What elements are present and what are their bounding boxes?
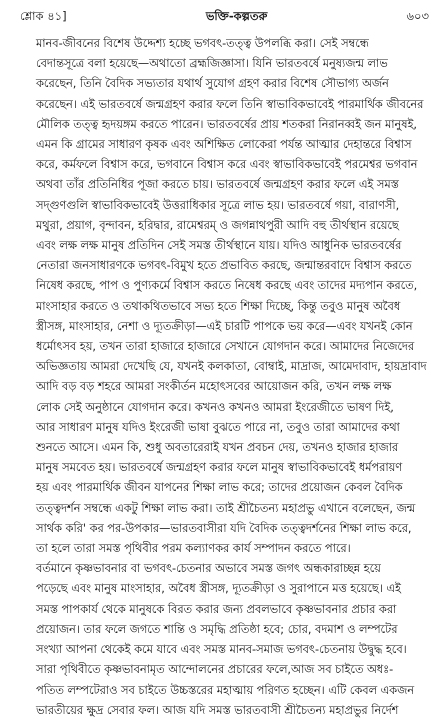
text-line: মানব-জীবনের বিশেষ উদ্দেশ্য হচ্ছে ভগবৎ-তত্ত্ব উপলব্ধি করা। সেই সম্বন্ধে [36, 37, 369, 50]
text-line: এবং লক্ষ লক্ষ মানুষ প্রতিদিন সেই সমস্ত তীর্থস্থানে যায়। যদিও আধুনিক ভারতবর্ষের [36, 239, 402, 253]
text-line: নেতারা জনসাধারণকে ভগবৎ-বিমুখ হতে প্রভাবিত করছে, জন্মান্তরবাদে বিশ্বাস করতে [36, 259, 412, 273]
text-line: পড়েছে এবং মানুষ মাংসাহার, অবৈধ স্ত্রীসঙ্গ, দ্যূতক্রীড়া ও সুরাপানে মত্ত হয়েছে। এই [36, 582, 401, 596]
text-line: ভারতীয়ের ক্ষুদ্র সেবার ফল। আজ যদি সমস্ত ভারতবাসী শ্রীচৈতন্য মহাপ্রভুর নির্দেশ [36, 703, 399, 717]
verse-reference: শ্লোক ৪১] [20, 9, 67, 23]
text-line: লোক সেই অনুষ্ঠানে যোগদান করে। কখনও কখনও আমরা ইংরেজীতে ভাষণ দিই, [36, 400, 394, 414]
text-line: তা হলে তারা সমস্ত পৃথিবীর পরম কল্যাণকর কার্য সম্পাদন করতে পারে। [36, 542, 351, 556]
text-line: বেদান্তসূত্রে বলা হয়েছে—অথাতো ব্রহ্মজিজ্ঞাসা। যিনি ভারতবর্ষে মনুষ্যজন্ম লাভ [36, 57, 388, 71]
text-line: অভিজ্ঞতায় আমরা দেখেছি যে, যখনই কলকাতা, বোম্বাই, মাদ্রাজ, আমেদাবাদ, হায়দ্রাবাদ [36, 360, 427, 374]
text-line: প্রয়োজন। তার ফলে জগতে শান্তি ও সমৃদ্ধি প্রতিষ্ঠা হবে; চোর, বদমাশ ও লম্পটের [36, 622, 398, 636]
text-line: ধর্মোৎসব হয়, তখন তারা হাজারে হাজারে সেখানে যোগদান করে। আমাদের নিজেদের [36, 340, 415, 354]
text-line: শুনতে আসে। এমন কি, শুধু অবতারেরাই যখন প্রবচন দেয়, তখনও হাজার হাজার [36, 441, 399, 455]
running-head [20, 8, 429, 24]
text-line: সমস্ত পাপকার্য থেকে মানুষকে বিরত করার জন্য প্রবলভাবে কৃষ্ণভাবনার প্রচার করা [36, 602, 397, 616]
text-line: করে, কর্মফলে বিশ্বাস করে, ভগবানে বিশ্বাস করে এবং স্বাভাবিকভাবেই পরমেশ্বর ভগবান [36, 158, 418, 172]
paragraph [20, 34, 429, 559]
text-line: মাংসাহার করতে ও তথাকথিতভাবে সভ্য হতে শিক্ষা দিচ্ছে, কিন্তু তবুও মানুষ অবৈধ [36, 299, 401, 313]
text-line: পতিত লম্পটেরাও সব চাইতে উচ্চস্তরের মহাত্মায় পরিণত হচ্ছেন। এটি কেবল একজন [36, 683, 414, 697]
text-line: সদ্‌গুণগুলি স্বাভাবিকভাবেই উত্তরাধিকার সূত্রে লাভ হয়। ভারতবর্ষে গয়া, বারাণসী, [36, 198, 400, 212]
text-line: আর সাধারণ মানুষ যদিও ইংরেজী ভাষা বুঝতে পারে না, তবুও তারা আমাদের কথা [36, 420, 400, 434]
page-number: ৬০৩ [406, 9, 429, 23]
paragraph [20, 559, 429, 660]
text-line: করেছেন, তিনি বৈদিক সভ্যতার যথার্থ সুযোগ গ্রহণ করার বিশেষ সৌভাগ্য অর্জন [36, 77, 389, 91]
text-line: অথবা তাঁর প্রতিনিধির পূজা করতে চায়। ভারতবর্ষে জন্মগ্রহণ করার ফলে এই সমস্ত [36, 178, 399, 192]
text-line: এমন কি গ্রামের সাধারণ কৃষক এবং অশিক্ষিত লোকেরা পর্যন্ত আত্মার দেহান্তরে বিশ্বাস [36, 138, 412, 152]
text-line: মানুষ সমবেত হয়। ভারতবর্ষে জন্মগ্রহণ করার ফলে মানুষ স্বাভাবিকভাবেই ধর্মপরায়ণ [36, 461, 403, 475]
text-line: সংখ্যা আপনা থেকেই কমে যাবে এবং সমস্ত মানব-সমাজ ভগবৎ-চেতনায় উদ্বুদ্ধ হবে। [36, 643, 407, 657]
text-line: নিষেধ করছে, পাপ ও পুণ্যকর্মে বিশ্বাস করতে নিষেধ করছে এবং তাদের মদ্যপান করতে, [36, 279, 418, 293]
text-line: বর্তমানে কৃষ্ণভাবনার বা ভগবৎ-চেতনার অভাবে সমস্ত জগৎ অন্ধকারাচ্ছন্ন হয়ে [36, 562, 381, 576]
text-line: স্ত্রীসঙ্গ, মাংসাহার, নেশা ও দ্যূতক্রীড়া—এই চারটি পাপকে ভয় করে—এবং যখনই কোন [36, 319, 413, 333]
text-line: আদি বড় বড় শহরে আমরা সংকীর্তন মহোৎসবের আয়োজন করি, তখন লক্ষ লক্ষ [36, 380, 392, 394]
text-line: হয় এবং পারমার্থিক জীবন যাপনের শিক্ষা লাভ করে; তাদের প্রয়োজন কেবল বৈদিক [36, 481, 403, 495]
text-line: মথুরা, প্রয়াগ, বৃন্দাবন, হরিদ্বার, রামেশ্বরম্‌ ও জগন্নাথপুরী আদি বহু তীর্থস্থান রয়েছে [36, 218, 399, 232]
paragraph [20, 660, 429, 721]
purport-text [20, 34, 429, 721]
text-line: তত্ত্বদর্শন সম্বন্ধে একটু শিক্ষা লাভ করা। তাই শ্রীচৈতন্য মহাপ্রভু এখানে বলেছেন, জন্ম [36, 501, 416, 515]
text-line: করেছেন। এই ভারতবর্ষে জন্মগ্রহণ করার ফলে তিনি স্বাভাবিকভাবেই পারমার্থিক জীবনের [36, 97, 424, 111]
chapter-title: ভক্তি-কল্পতরু [205, 9, 268, 23]
text-line: মৌলিক তত্ত্ব হৃদয়ঙ্গম করতে পারেন। ভারতবর্ষের প্রায় শতকরা নিরানব্বই জন মানুষই, [36, 117, 417, 131]
text-line: সার্থক করি' কর পর-উপকার—ভারতবাসীরা যদি বৈদিক তত্ত্বদর্শনের শিক্ষা লাভ করে, [36, 521, 412, 535]
text-line: সারা পৃথিবীতে কৃষ্ণভাবনামৃত আন্দোলনের প্রচারের ফলে,আজ সব চাইতে অধঃ- [36, 663, 394, 677]
